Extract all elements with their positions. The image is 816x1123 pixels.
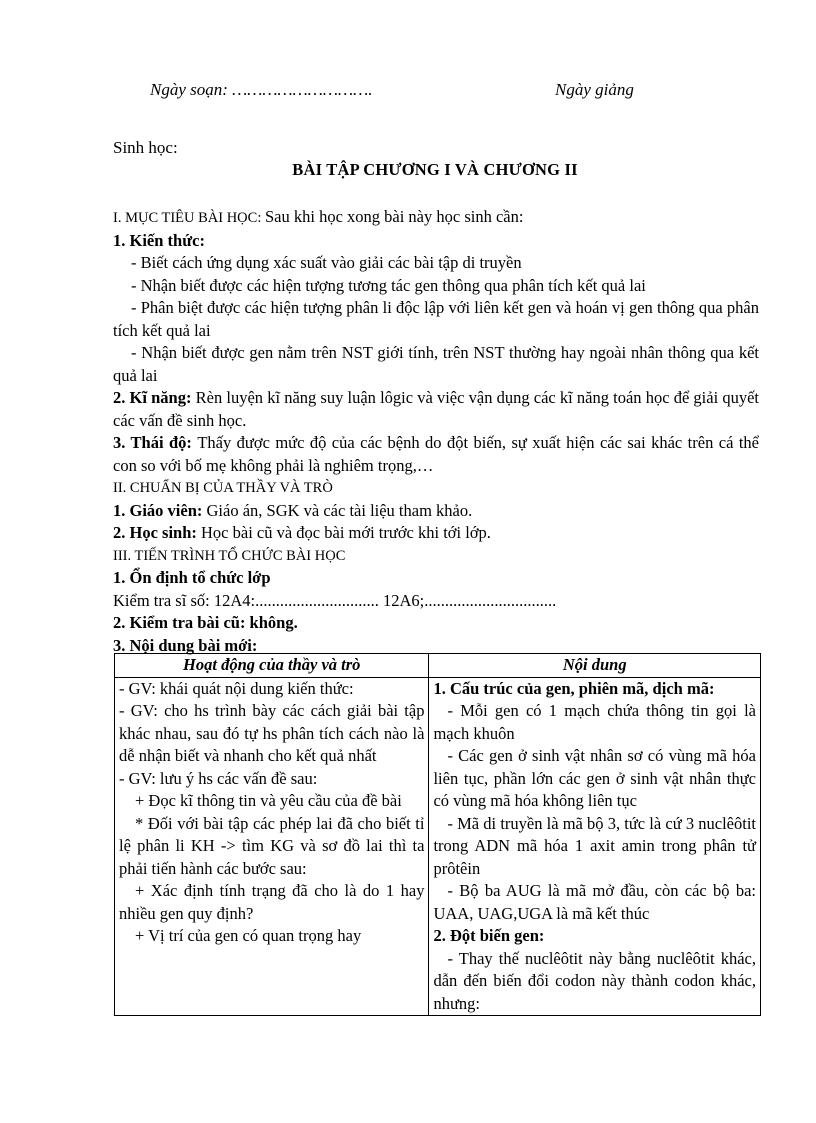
activity-cell <box>115 677 429 1016</box>
knowledge-item: - Nhận biết được gen nằm trên NST giới tính, trên NST thường hay ngoài nhân thông qua kết quả lai <box>113 343 759 385</box>
table-header-content: Nội dung <box>429 654 761 678</box>
content-line: - Các gen ở sinh vật nhân sơ có vùng mã hóa liên tục, phần lớn các gen ở sinh vật nhân thực có vùng mã hóa không liên tục <box>433 746 756 810</box>
table-row <box>115 677 761 1016</box>
content-line: - Mỗi gen có 1 mạch chứa thông tin gọi là mạch khuôn <box>433 701 756 743</box>
table-header-activity: Hoạt động của thầy và trò <box>115 654 429 678</box>
student-line: 2. Học sinh: Học bài cũ và đọc bài mới trước khi tới lớp. <box>113 523 491 542</box>
activity-line: + Đọc kĩ thông tin và yêu cầu của đề bài <box>135 791 402 810</box>
activity-line: * Đối với bài tập các phép lai đã cho biết tỉ lệ phân li KH -> tìm KG và sơ đồ lai thì ta phải tiến hành các bước sau: <box>119 813 425 878</box>
activity-line: - GV: lưu ý hs các vấn đề sau: <box>119 768 318 788</box>
attitude-paragraph: 3. Thái độ: Thấy được mức độ của các bệnh do đột biến, sự xuất hiện các sai khác trên cá thể con so với bố mẹ không phải là nghiêm trọng,… <box>113 433 760 475</box>
knowledge-label: 1. Kiến thức: <box>113 230 205 250</box>
teacher-line: 1. Giáo viên: Giáo án, SGK và các tài liệu tham khảo. <box>113 500 473 520</box>
subject-label: Sinh học: <box>113 138 178 157</box>
knowledge-item: - Nhận biết được các hiện tượng tương tác gen thông qua phân tích kết quả lai <box>131 275 646 295</box>
lesson-body <box>113 206 759 657</box>
lesson-table <box>114 653 761 1016</box>
preparation-heading: II. CHUẨN BỊ CỦA THẦY VÀ TRÒ <box>113 480 333 496</box>
attendance-line: Kiểm tra sĩ số: 12A4:.............................. 12A6;................................ <box>113 590 557 610</box>
content-line: - Bộ ba AUG là mã mở đầu, còn các bộ ba: UAA, UAG,UGA là mã kết thúc <box>433 881 756 923</box>
date-taught: Ngày giảng <box>555 80 634 99</box>
skill-paragraph: 2. Kĩ năng: Rèn luyện kĩ năng suy luận lôgic và việc vận dụng các kĩ năng toán học để giải quyết các vấn đề sinh học. <box>113 388 759 430</box>
objectives-heading: I. MỤC TIÊU BÀI HỌC: Sau khi học xong bài này học sinh cần: <box>113 207 524 226</box>
check-label: 2. Kiểm tra bài cũ: không. <box>113 613 298 632</box>
content-line: - Mã di truyền là mã bộ 3, tức là cứ 3 nuclêôtit trong ADN mã hóa 1 axit amin trong phân tử prôtêin <box>433 813 756 878</box>
content-label: 3. Nội dung bài mới: <box>113 635 258 655</box>
activity-line: + Xác định tính trạng đã cho là do 1 hay nhiều gen quy định? <box>119 881 425 923</box>
process-heading: III. TIẾN TRÌNH TỔ CHỨC BÀI HỌC <box>113 547 346 564</box>
table-header-row <box>115 654 761 678</box>
knowledge-item: - Phân biệt được các hiện tượng phân li độc lập với liên kết gen và hoán vị gen thông qua phân tích kết quả lai <box>113 298 759 340</box>
activity-line: - GV: cho hs trình bày các cách giải bài tập khác nhau, sau đó tự hs phân tích cách nào là dễ nhận biết và nhanh cho kết quả nhất <box>119 701 425 765</box>
content-line: - Thay thế nuclêôtit này bằng nuclêôtit khác, dẫn đến biến đổi codon này thành codon khác, nhưng: <box>433 948 756 1013</box>
content-cell <box>429 677 761 1016</box>
activity-line: + Vị trí của gen có quan trọng hay <box>135 926 362 945</box>
content-heading: 1. Cấu trúc của gen, phiên mã, dịch mã: <box>433 678 715 698</box>
stabilize-label: 1. Ổn định tổ chức lớp <box>113 568 271 587</box>
page-title: BÀI TẬP CHƯƠNG I VÀ CHƯƠNG II <box>292 160 578 179</box>
date-prepared: Ngày soạn: ………………………. <box>150 80 373 99</box>
activity-line: - GV: khái quát nội dung kiến thức: <box>119 678 354 698</box>
content-heading: 2. Đột biến gen: <box>433 926 545 945</box>
knowledge-item: - Biết cách ứng dụng xác suất vào giải các bài tập di truyền <box>131 253 522 272</box>
